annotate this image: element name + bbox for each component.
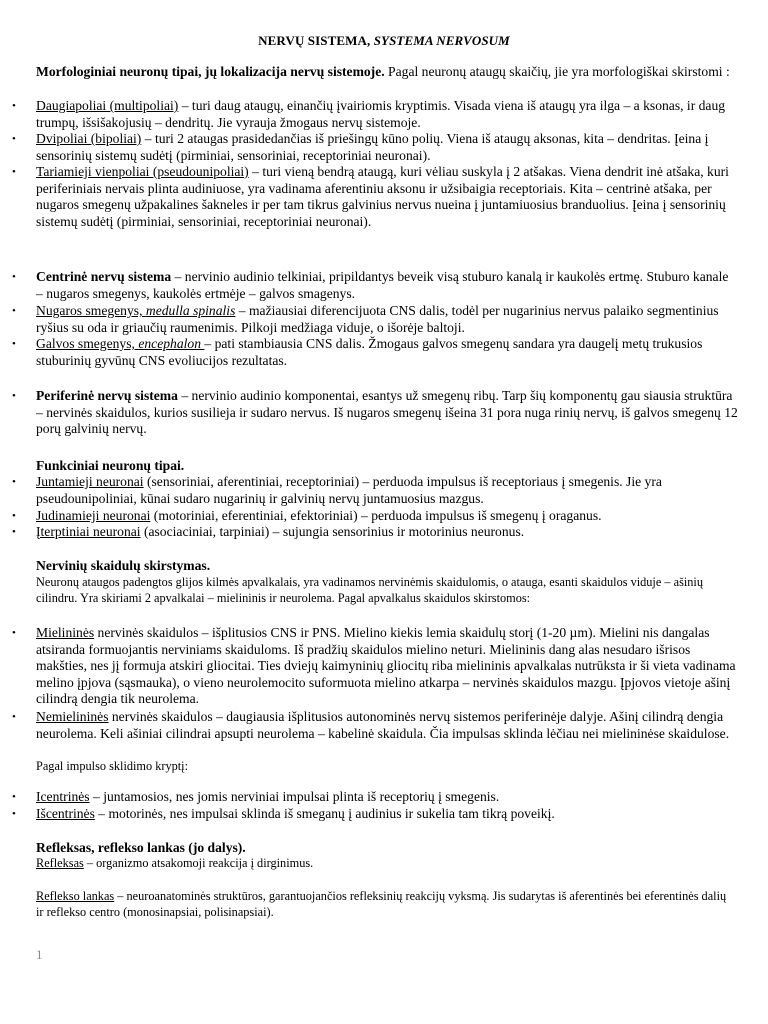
item-text: – organizmo atsakomoji reakcija į dirginimus.: [83, 856, 314, 870]
bullet-icon: •: [12, 133, 16, 145]
item-text: – mažiausiai diferencijuota CNS dalis, todėl per nugarinius nervus palaiko segmentinius ryšius su oda ir griaučių raumenimis. Pilkoji medžiaga viduje, o išorėje baltoji.: [36, 303, 719, 335]
item-text: – turi vieną bendrą ataugą, kuri vėliau suskyla į 2 atšakas. Viena dendrit inė atšaka, kuri periferiniais nervais plinta audiniuose, yra vadinama aferentiniu aksonu ir užsibaigia receptoriais. Kita – centrinė atšaka, per nugaros smegenų užpakalines šakneles ir per tam tikrus galvinius nervus nueina į juntamiuosius branduolius. Įeina į sensorinių sistemų sudėtį (pirminiai, sensoriniai, receptoriniai neuronai).: [36, 164, 729, 229]
term: Juntamieji neuronai: [36, 474, 144, 489]
term: Dvipoliai (bipoliai): [36, 131, 142, 146]
list-item: [12, 164, 738, 230]
item-text: (asociaciniai, tarpiniai) – sujungia sensorinius ir motorinius neuronus.: [140, 524, 525, 539]
list-item: [12, 524, 738, 541]
func-heading: Funkciniai neuronų tipai.: [36, 458, 185, 473]
list-item: [12, 269, 738, 302]
list-item: [12, 789, 738, 806]
list-item: [12, 131, 738, 164]
bullet-icon: •: [12, 791, 16, 803]
list-item: [12, 303, 738, 336]
bullet-icon: •: [12, 627, 16, 639]
morph-intro: [36, 64, 736, 81]
bullet-icon: •: [12, 476, 16, 488]
list-item: [12, 336, 738, 369]
term: Mielininės: [36, 625, 95, 640]
list-item: [12, 709, 738, 742]
title-main: NERVŲ SISTEMA,: [258, 33, 374, 48]
term: Galvos smegenys,: [36, 336, 139, 351]
pns-heading: Periferinė nervų sistema: [36, 388, 178, 403]
bullet-icon: •: [12, 338, 16, 350]
term: Refleksas: [36, 856, 84, 870]
bullet-icon: •: [12, 271, 16, 283]
direction-label: Pagal impulso sklidimo kryptį:: [36, 759, 189, 773]
cns-heading: Centrinė nervų sistema: [36, 269, 172, 284]
item-text: (sensoriniai, aferentiniai, receptoriniai) – perduoda impulsus iš receptoriaus į smegenis. Jie yra pseudounipoliniai, kūnai sudaro nugarinių ir galvinių nervų juntamuosius mazgus.: [36, 474, 662, 506]
title-latin: SYSTEMA NERVOSUM: [373, 33, 510, 48]
term: Icentrinės: [36, 789, 90, 804]
item-text: – juntamosios, nes jomis nerviniai impulsai plinta iš receptorių į smegenis.: [89, 789, 500, 804]
list-item: [12, 474, 738, 507]
term: Reflekso lankas: [36, 889, 115, 903]
fibers-intro: Neuronų ataugos padengtos glijos kilmės apvalkalais, yra vadinamos nervinėmis skaidulomis, o atauga, esanti skaidulos viduje – ašinių cilindru. Yra skiriami 2 apvalkalai – mielininis ir neurolema. Pagal apvalkalus skaidulos skirstomos:: [36, 575, 703, 605]
term-latin: medulla spinalis: [145, 303, 236, 318]
item-text: – pati stambiausia CNS dalis. Žmogaus galvos smegenų sandara yra daugelį metų trukusios stuburinių gyvūnų CNS evoliucijos rezultatas.: [36, 336, 703, 368]
bullet-icon: •: [12, 526, 16, 538]
item-text: nervinės skaidulos – išplitusios CNS ir PNS. Mielino kiekis lemia skaidulų storį (1-20 µm). Mielini nis dangalas atsiranda formuojantis nerviniams skaiduloms. Iš pradžių skaidulos mielino neturi. Mielininis dang alas nesudaro išrisos makšties, nes jį formuja atskiri gliocitai. Ties dviejų kaimyninių gliocitų riba mielininis apvalkalas nutrūksta ir ši vieta vadinama melino įpjova (sąsmauka), o vieno neurolemocito suformuota mielino atkarpa – nervinės skaidulos mazgu. Įpjovos vietoje ašinį cilindrą dengia tik neurolema.: [36, 625, 736, 707]
item-text: – turi 2 ataugas prasidedančias iš priešingų kūno polių. Viena iš ataugų aksonas, kita – dendritas. Įeina į sensorinių sistemų sudėtį (pirminiai, sensoriniai, receptoriniai neuronai).: [36, 131, 709, 163]
morph-heading: Morfologiniai neuronų tipai, jų lokalizacija nervų sistemoje.: [36, 64, 385, 79]
term: Išcentrinės: [36, 806, 95, 821]
item-text: – motorinės, nes impulsai sklinda iš smeganų į audinius ir sukelia tam tikrą poveikį.: [94, 806, 555, 821]
bullet-icon: •: [12, 100, 16, 112]
page-title: [0, 33, 768, 49]
item-text: – nervinio audinio telkiniai, pripildantys beveik visą stuburo kanalą ir kaukolės ertmę. Stuburo kanale – nugaros smegenys, kaukolės ertmėje – galvos smagenys.: [36, 269, 729, 301]
term: Nugaros smegenys,: [36, 303, 146, 318]
bullet-icon: •: [12, 808, 16, 820]
term-latin: encephalon: [138, 336, 205, 351]
list-item: [12, 806, 738, 823]
item-text: nervinės skaidulos – daugiausia išplitusios autonominės nervų sistemos periferinėje dalyje. Ašinį cilindrą dengia neurolema. Keli ašiniai cilindrai apsupti neurolema – kabelinė skaidula. Čia impulsas sklinda lėčiau nei mielininėse skaidulose.: [36, 709, 730, 741]
page-number: 1: [36, 947, 43, 962]
fibers-heading: Nervinių skaidulų skirstymas.: [36, 558, 211, 573]
term: Judinamieji neuronai: [36, 508, 151, 523]
item-text: – turi daug ataugų, einančių įvairiomis kryptimis. Visada viena iš ataugų yra ilga – a ksonas, ir daug trumpų, išsišakojusių – dendritų. Jie vyrauja žmogaus nervų sistemoje.: [36, 98, 726, 130]
list-item: [12, 508, 738, 525]
morph-text: Pagal neuronų ataugų skaičių, jie yra morfologiškai skirstomi :: [384, 64, 730, 79]
item-text: (motoriniai, eferentiniai, efektoriniai) – perduoda impulsus iš smegenų į oraganus.: [150, 508, 602, 523]
bullet-icon: •: [12, 711, 16, 723]
term: Nemielininės: [36, 709, 109, 724]
reflex-arc: [36, 888, 736, 920]
bullet-icon: •: [12, 305, 16, 317]
reflex-definition: [36, 855, 736, 871]
reflex-heading: Refleksas, reflekso lankas (jo dalys).: [36, 840, 246, 855]
bullet-icon: •: [12, 510, 16, 522]
bullet-icon: •: [12, 166, 16, 178]
list-item: [12, 625, 738, 708]
list-item: [12, 98, 738, 131]
item-text: – neuroanatominės struktūros, garantuojančios refleksinių reakcijų vyksmą. Jis sudarytas iš aferentinės bei eferentinės dalių ir reflekso centro (monosinapsiai, polisinapsiai).: [36, 889, 727, 919]
term: Įterptiniai neuronai: [36, 524, 141, 539]
bullet-icon: •: [12, 390, 16, 402]
list-item: [12, 388, 738, 438]
term: Tariamieji vienpoliai (pseudounipoliai): [36, 164, 249, 179]
term: Daugiapoliai (multipoliai): [36, 98, 179, 113]
item-text: – nervinio audinio komponentai, esantys už smegenų ribų. Tarp šių komponentų gau siausia struktūra – nervinės skaidulos, kurios susilieja ir sudaro nervus. Iš nugaros smegenų išeina 31 pora nuga rinių nervų, iš galvos smegenų 12 porų galvinių nervų.: [36, 388, 738, 437]
